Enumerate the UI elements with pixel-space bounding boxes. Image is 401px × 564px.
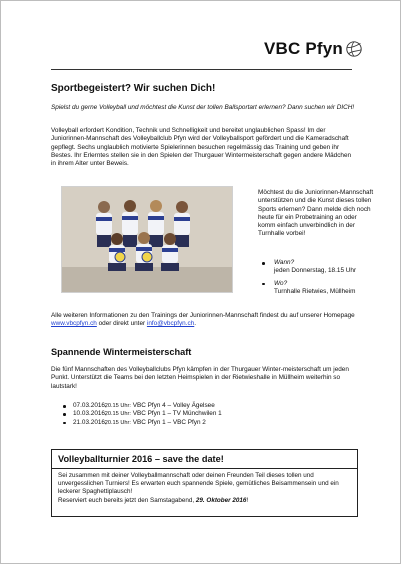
game-date: 21.03.2016, <box>73 418 107 426</box>
section-title-recruiting: Sportbegeistert? Wir suchen Dich! <box>51 83 216 94</box>
game-item <box>61 410 222 418</box>
tournament-body: Sei zusammen mit deiner Volleyballmannschaft oder deinen Freunden Teil dieses tollen und unvergesslichen Turniers! Es erwarten euch spannende Spiele, gemütliches Beisammensein und ein leckerer Spaghettiplausch! <box>58 472 339 496</box>
game-date: 07.03.2016, <box>73 402 107 409</box>
game-time: 20.15 Uhr: <box>104 411 131 418</box>
club-logo-text: VBC Pfyn <box>263 39 343 58</box>
game-match: VBC Pfyn 1 – TV Münchwilen 1 <box>132 410 222 418</box>
info-text-middle: oder direkt unter <box>96 320 147 328</box>
info-text-after: . <box>194 320 197 328</box>
recruiting-paragraph: Volleyball erfordert Kondition, Technik und Schnelligkeit und bereitet unglaublichen Spass! Im der Juniorinnen-Mannschaft des Volleyballclub Pfyn wird der Volleyballsport gefördert und die Kameradschaft gepflegt. Sechs unglaublich motivierte Spielerinnen besuchen regelmässig das Training und geben ihr Bestes. Ihr Erlerntes stellen sie in den Spielen der Thurgauer Wintermeisterschaft gegen andere Mädchen in ihrem Alter unter Beweis. <box>51 127 352 168</box>
header-divider <box>51 69 352 70</box>
info-paragraph <box>51 312 356 329</box>
team-photo <box>61 186 233 293</box>
recruiting-side-text: Möchtest du die Juniorinnen-Mannschaft unterstützen und die Kunst dieses tollen Sports erlernen? Dann melde dich noch heute für ein Probetraining an oder komm einfach unverbindlich in der Turnhalle vorbei! <box>258 189 374 238</box>
tournament-text <box>58 472 354 505</box>
game-date: 10.03.2016, <box>73 410 107 418</box>
recruiting-intro: Spielst du gerne Volleyball und möchtest die Kunst der tollen Ballsportart erlernen? Dann suchen wir DICH! <box>51 104 355 111</box>
player-front-row <box>108 232 179 271</box>
training-info-list <box>259 259 379 300</box>
training-when <box>259 259 379 276</box>
training-where-value: Turnhalle Rietwies, Müllheim <box>274 287 356 295</box>
game-item <box>61 402 222 410</box>
training-where <box>259 280 379 297</box>
training-where-label: Wo? <box>274 279 288 287</box>
email-link[interactable]: info@vbcpfyn.ch <box>146 320 195 328</box>
volleyball-icon <box>346 41 362 57</box>
game-item <box>61 419 222 427</box>
game-time: 20.15 Uhr: <box>104 419 131 426</box>
team-photo-illustration <box>62 187 232 292</box>
tournament-reserve-before: Reserviert euch bereits jetzt den Samstagabend, <box>58 496 196 504</box>
game-time: 20.15 Uhr: <box>104 403 131 409</box>
tournament-date: 29. Oktober 2016 <box>195 496 247 504</box>
training-when-value: jeden Donnerstag, 18.15 Uhr <box>274 267 357 275</box>
info-text-before: Alle weiteren Informationen zu den Trainings der Juniorinnen-Mannschaft findest du auf unserer Homepage <box>51 312 355 319</box>
game-match: VBC Pfyn 1 – VBC Pfyn 2 <box>132 418 206 426</box>
tournament-reserve-after: ! <box>246 496 249 504</box>
tournament-divider <box>52 468 357 469</box>
tournament-box <box>51 449 358 517</box>
training-when-label: Wann? <box>274 259 295 266</box>
game-schedule-list <box>61 402 222 427</box>
game-match: VBC Pfyn 4 – Volley Ägelsee <box>132 402 215 409</box>
club-logo <box>264 39 362 59</box>
tournament-title: Volleyballturnier 2016 – save the date! <box>58 454 224 464</box>
section-title-championship: Spannende Wintermeisterschaft <box>51 347 192 357</box>
homepage-link[interactable]: www.vbcpfyn.ch <box>51 320 97 328</box>
championship-paragraph: Die fünf Mannschaften des Volleyballclubs Pfyn kämpfen in der Thurgauer Winter-meisterschaft um jeden Punkt. Unterstützt die Teams bei den letzten Heimspielen in der Rietwieshalle in Müllheim weiterhin so lautstark! <box>51 366 349 390</box>
